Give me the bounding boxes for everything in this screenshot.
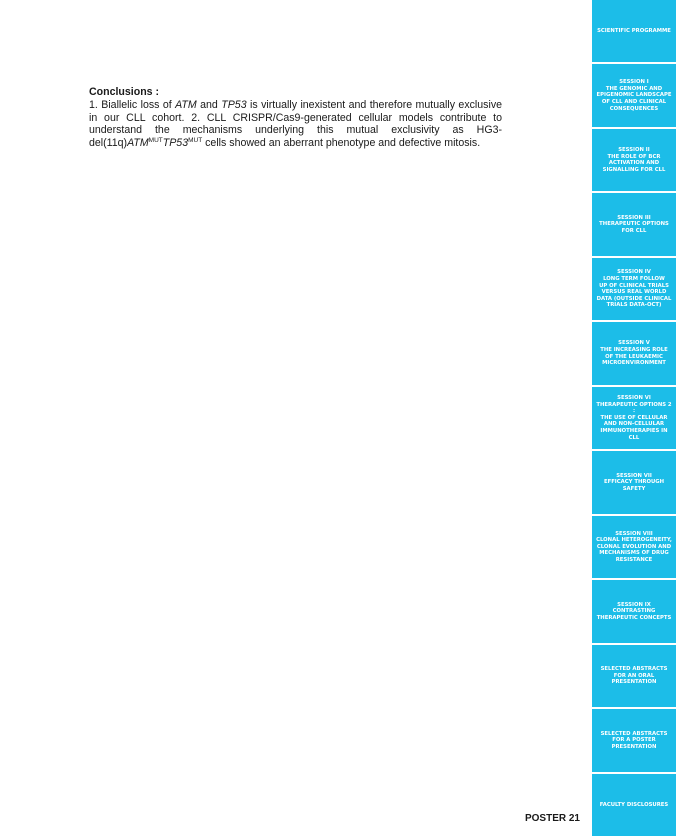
sidebar-item-label: SESSION III THERAPEUTIC OPTIONS FOR CLL [599,214,669,234]
sidebar-item-session-8[interactable] [592,516,676,578]
sidebar-item-label: SESSION VI THERAPEUTIC OPTIONS 2 : THE USE OF CELLULAR AND NON-CELLULAR IMMUNOTHERAPIES IN CLL [596,394,672,441]
conclusions-text-part-4: cells showed an aberrant phenotype and defective mitosis. [202,136,481,149]
sidebar-item-session-1[interactable] [592,64,676,126]
conclusions-text-part-3: is virtually inexistent and therefore mutually exclusive in our CLL cohort. 2. CLL CRISPR/Cas9-generated cellular models contribute to understand the mechanisms underlying this mutual exclusivity as HG3-del(11q) [89,99,503,149]
sidebar-item-session-7[interactable] [592,451,676,513]
sidebar-item-label: SELECTED ABSTRACTS FOR AN ORAL PRESENTATION [600,666,668,686]
mut-superscript: MUT [188,136,203,144]
poster-number: POSTER 21 [524,813,580,824]
conclusions-heading: Conclusions : [89,86,160,98]
sidebar-item-label: SESSION VII EFFICACY THROUGH SAFETY [603,472,665,492]
sidebar-item-oral-abstracts[interactable] [592,645,676,707]
sidebar-item-label: SESSION IV LONG TERM FOLLOW UP OF CLINICAL TRIALS VERSUS REAL WORLD DATA (OUTSIDE CLINICAL TRIALS DATA-OCT) [596,269,672,309]
conclusions-text-part-1: 1. Biallelic loss of [89,99,176,112]
sidebar-nav [592,0,676,836]
sidebar-item-session-5[interactable] [592,322,676,384]
sidebar-item-label: SELECTED ABSTRACTS FOR A POSTER PRESENTATION [600,730,668,750]
conclusions-text-part-2: and [196,99,222,112]
sidebar-item-label: SCIENTIFIC PROGRAMME [597,27,671,34]
sidebar-item-poster-abstracts[interactable] [592,709,676,771]
sidebar-item-session-3[interactable] [592,193,676,255]
sidebar-item-session-2[interactable] [592,129,676,191]
sidebar-item-label: SESSION V THE INCREASING ROLE OF THE LEUKAEMIC MICROENVIRONMENT [600,340,668,367]
gene-atm-mut: ATM [127,136,149,149]
gene-tp53: TP53 [221,99,247,112]
sidebar-item-session-4[interactable] [592,258,676,320]
sidebar-item-label: SESSION IX CONTRASTING THERAPEUTIC CONCEPTS [596,601,672,621]
sidebar-item-label: SESSION VIII CLONAL HETEROGENEITY, CLONAL EVOLUTION AND MECHANISMS OF DRUG RESISTANCE [596,530,672,563]
sidebar-item-label: FACULTY DISCLOSURES [599,801,669,808]
conclusions-section [89,86,502,149]
sidebar-item-label: SESSION I THE GENOMIC AND EPIGENOMIC LANDSCAPE OF CLL AND CLINICAL CONSEQUENCES [596,79,672,112]
sidebar-item-session-6[interactable] [592,387,676,449]
gene-atm: ATM [175,99,197,112]
sidebar-item-session-9[interactable] [592,580,676,642]
sidebar-item-faculty-disclosures[interactable] [592,774,676,836]
mut-superscript: MUT [148,136,163,144]
sidebar-item-scientific-programme[interactable] [592,0,676,62]
sidebar-item-label: SESSION II THE ROLE OF BCR ACTIVATION AND SIGNALLING FOR CLL [602,146,666,173]
conclusions-text [89,99,502,149]
gene-tp53-mut: TP53 [162,136,189,149]
